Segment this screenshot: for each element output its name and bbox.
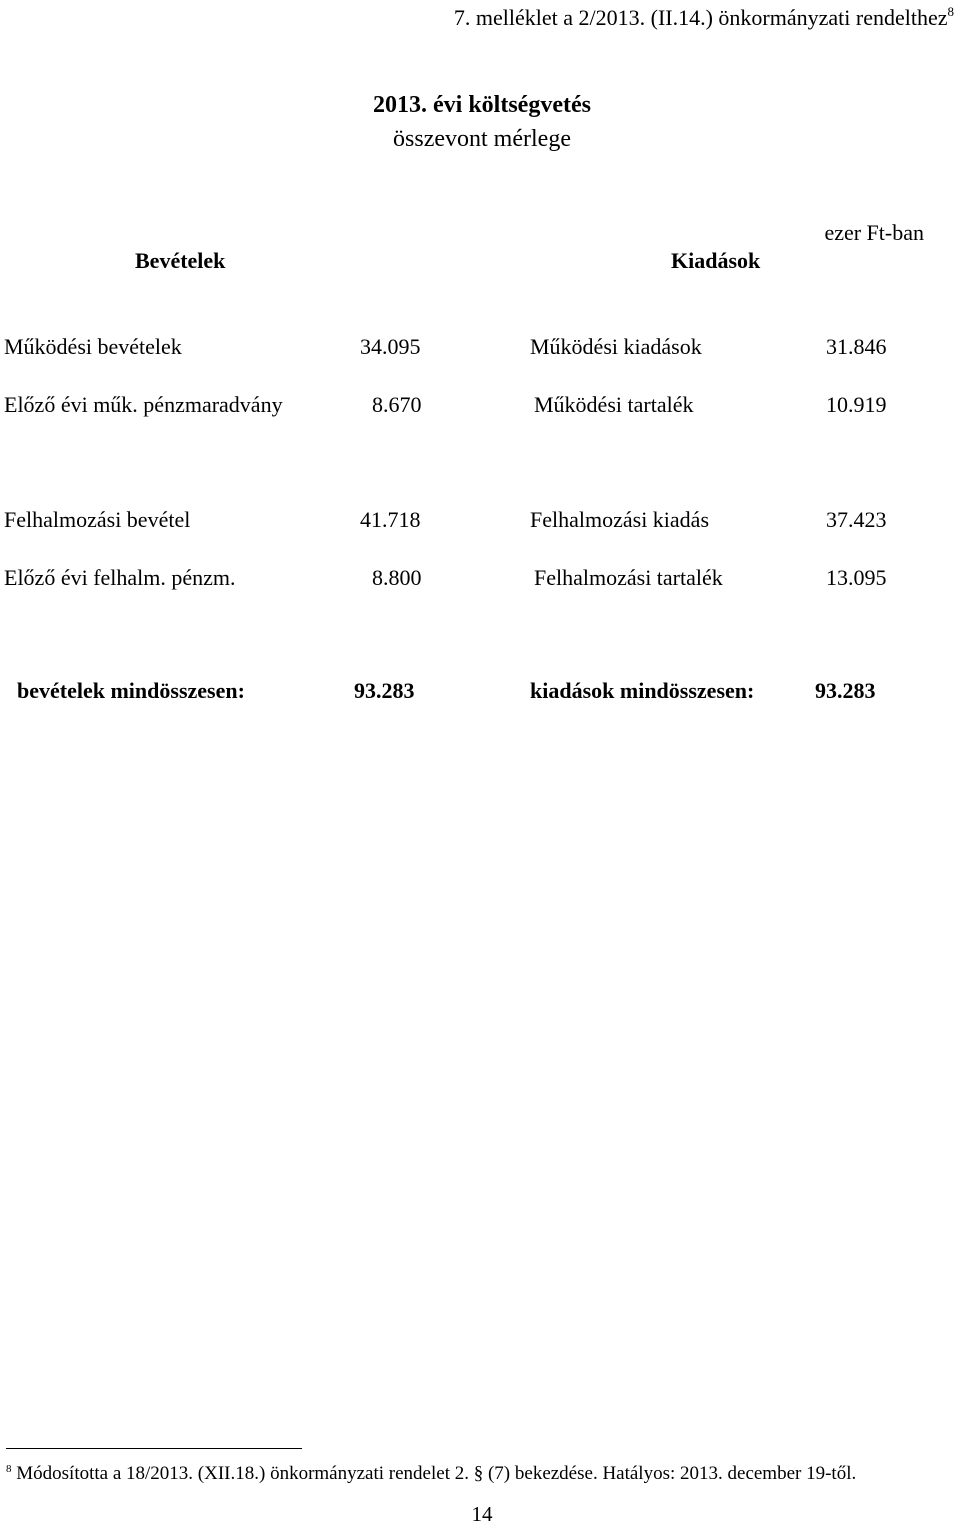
income-value: 34.095 xyxy=(360,334,421,359)
income-total-value: 93.283 xyxy=(354,678,415,703)
annex-text: 7. melléklet a 2/2013. (II.14.) önkormányzati rendelthez xyxy=(453,5,948,30)
footnote-text: Módosította a 18/2013. (XII.18.) önkormányzati rendelet 2. § (7) bekezdése. Hatályos: 2013. december 19-től. xyxy=(16,1463,857,1484)
income-value: 8.670 xyxy=(372,392,422,417)
title-line-1: 2013. évi költségvetés xyxy=(373,92,591,118)
expense-total-label: kiadások mindösszesen: xyxy=(530,678,755,703)
expense-total-value: 93.283 xyxy=(815,678,876,703)
unit-label: ezer Ft-ban xyxy=(824,220,924,245)
expense-value: 10.919 xyxy=(826,392,887,417)
expense-value: 13.095 xyxy=(826,565,887,590)
income-value: 41.718 xyxy=(360,507,421,532)
income-column-header: Bevételek xyxy=(135,248,226,273)
income-total-label: bevételek mindösszesen: xyxy=(17,678,245,703)
footnote-number: 8 xyxy=(6,1463,12,1475)
expense-label: Felhalmozási tartalék xyxy=(534,565,723,590)
expense-label: Felhalmozási kiadás xyxy=(530,507,710,532)
page-number: 14 xyxy=(471,1502,493,1526)
income-label: Működési bevételek xyxy=(4,334,182,359)
expense-value: 37.423 xyxy=(826,507,887,532)
expense-column-header: Kiadások xyxy=(671,248,761,273)
footnote xyxy=(6,1463,856,1485)
income-value: 8.800 xyxy=(372,565,422,590)
expense-label: Működési kiadások xyxy=(530,334,702,359)
expense-value: 31.846 xyxy=(826,334,887,359)
income-label: Előző évi műk. pénzmaradvány xyxy=(4,392,283,417)
annex-header xyxy=(454,4,954,31)
title-line-2: összevont mérlege xyxy=(393,126,571,152)
footnote-divider xyxy=(6,1448,302,1449)
income-label: Előző évi felhalm. pénzm. xyxy=(4,565,236,590)
expense-label: Működési tartalék xyxy=(534,392,694,417)
footnote-reference: 8 xyxy=(947,4,954,19)
income-label: Felhalmozási bevétel xyxy=(4,507,191,532)
